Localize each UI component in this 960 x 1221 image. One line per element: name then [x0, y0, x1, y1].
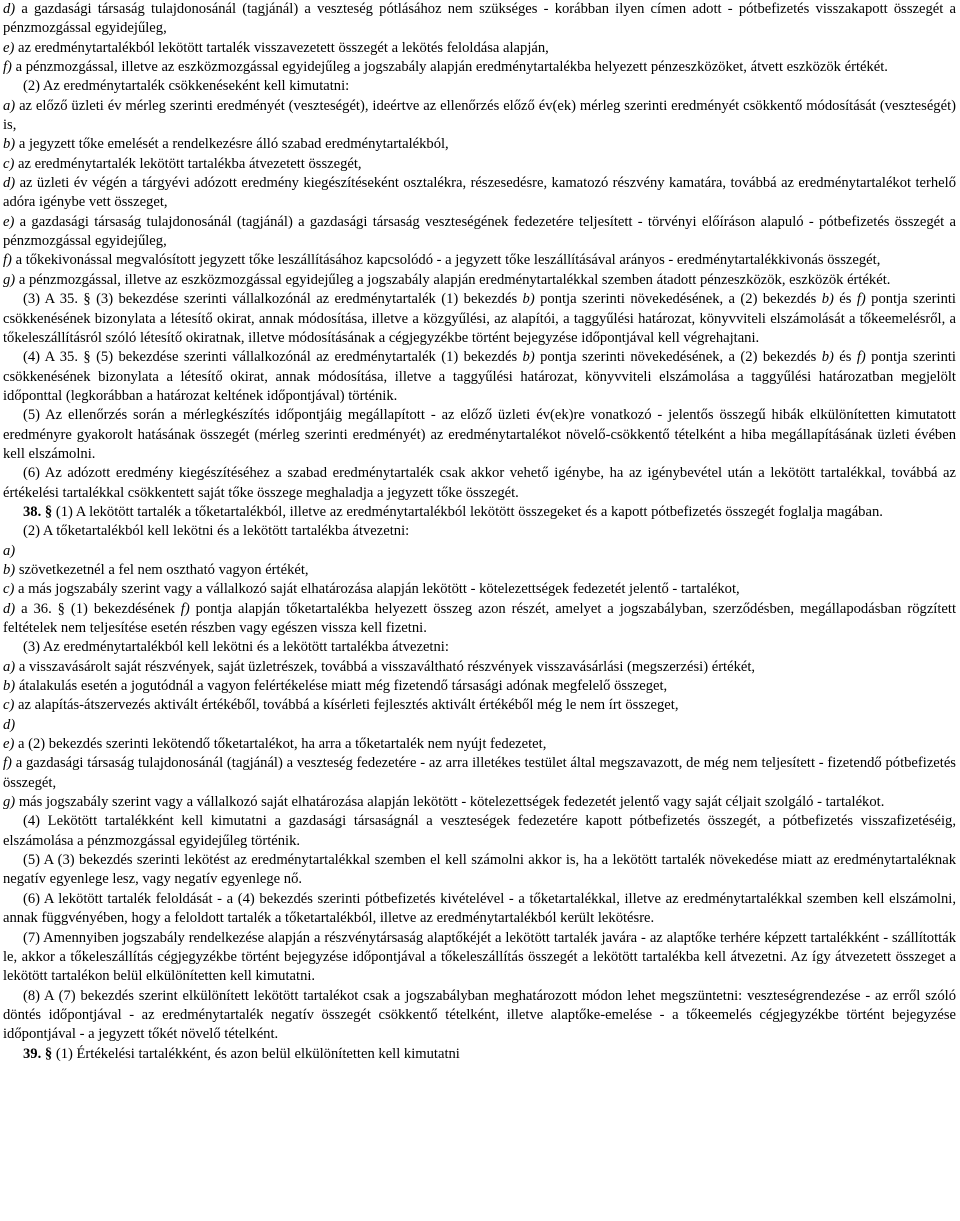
paragraph: [3, 503, 956, 522]
paragraph-text: átalakulás esetén a jogutódnál a vagyon felértékelése miatt még fizetendő társasági adónak megfelelő összeget,: [15, 678, 668, 695]
paragraph-text: pontja alapján tőketartalékba helyezett összeg azon részét, amelyet a jogszabályban, szerződésben, megállapodásban rögzített feltételek nem teljesítése esetén részben vagy egészen vissza kell fizetni.: [3, 600, 956, 636]
point-label: e): [3, 736, 15, 753]
paragraph: [3, 348, 956, 406]
paragraph-text: az előző üzleti év mérleg szerinti eredményét (veszteségét), ideértve az ellenőrzés előző év(ek) mérleg szerinti eredményét csökkentő módosítását (veszteségét) is,: [3, 97, 956, 134]
point-label: b): [522, 291, 535, 308]
paragraph-text: a gazdasági társaság tulajdonosánál (tagjánál) a veszteség fedezetére - az arra illetékes testület által megszavazott, de még nem teljesített - fizetendő pótbefizetés összegét,: [3, 755, 956, 791]
paragraph-text: a gazdasági társaság tulajdonosánál (tagjánál) a veszteség pótlásához nem szükséges - korábban ilyen címen adott - pótbefizetés visszakapott összegét a pénzmozgással egyidejűleg,: [3, 1, 956, 37]
point-label: d): [3, 1, 16, 17]
paragraph-text: a tőkekivonással megvalósított jegyzett tőke leszállításához kapcsolódó - a jegyzett tőke leszállításával arányos - eredménytartalékkivonás összegét,: [11, 252, 881, 269]
paragraph: [3, 987, 956, 1045]
paragraph-text: az üzleti év végén a tárgyévi adózott eredmény kiegészítéseként osztalékra, részesedésre, kamatozó részvény kamatára, továbbá az eredménytartalékot terhelő adóra igénybe vett összeget,: [3, 175, 956, 211]
paragraph-text: a pénzmozgással, illetve az eszközmozgással egyidejűleg a jogszabály alapján eredménytartalékkal szemben átadott pénzeszközök, eszközök értékét.: [15, 271, 891, 288]
paragraph: [3, 542, 956, 561]
paragraph-text: szövetkezetnél a fel nem osztható vagyon értékét,: [15, 561, 309, 578]
point-label: a): [3, 658, 16, 675]
paragraph-text: (4) Lekötött tartalékként kell kimutatni a gazdasági társaságnál a veszteségek fedezetére kapott pótbefizetés összegét, a pótbefizetés visszafizetéséig, elszámolása a pénzmozgással egyidejűleg történik.: [3, 813, 956, 849]
point-label: d): [3, 716, 16, 733]
point-label: f): [180, 600, 190, 617]
point-label: d): [3, 175, 16, 192]
paragraph-text: az eredménytartalék lekötött tartalékba átvezetett összegét,: [14, 155, 362, 172]
paragraph-text: (1) A lekötött tartalék a tőketartalékból, illetve az eredménytartalékból lekötött összegeket és a kapott pótbefizetés összegét foglalja magában.: [52, 503, 883, 520]
paragraph-text: a visszavásárolt saját részvények, saját üzletrészek, továbbá a visszaváltható részvények visszavásárlási (megszerzési) értékét,: [15, 658, 756, 675]
point-label: c): [3, 581, 15, 598]
paragraph-text: (2) Az eredménytartalék csökkenéseként kell kimutatni:: [23, 78, 350, 95]
point-label: b): [522, 349, 535, 366]
point-label: b): [821, 349, 834, 366]
paragraph-text: és: [833, 349, 857, 366]
paragraph: [3, 658, 956, 677]
point-label: f): [856, 349, 866, 366]
paragraph: [3, 600, 956, 639]
point-label: f): [3, 59, 12, 76]
paragraph: [3, 271, 956, 290]
point-label: f): [3, 755, 12, 772]
paragraph-text: (6) A lekötött tartalék feloldását - a (4) bekezdés szerinti pótbefizetés kivételével - a tőketartalékkal, illetve az eredménytartalékkal szemben kell elszámolni, annak függvényében, hogy a feloldott tartalék a tőketartalékból, illetve az eredménytartalékból került lekötésre.: [3, 890, 956, 927]
paragraph: [3, 851, 956, 890]
paragraph: [3, 561, 956, 580]
paragraph-text: pontja szerinti csökkenésének bizonylata a létesítő okirat, annak módosítása, illetve a közgyűlési, az alapítói, a taggyűlési határozat, könyvviteli elszámolását a tőkeemelésről, a tőkeleszállításról szóló létesítő okiratnak, illetve módosításának a cégjegyzékbe történt bejegyzése időpontjával kell végrehajtani.: [3, 291, 956, 346]
point-label: g): [3, 794, 16, 811]
paragraph-text: (3) A 35. § (3) bekezdése szerinti vállalkozónál az eredménytartalék (1) bekezdés: [23, 291, 523, 308]
paragraph: [3, 716, 956, 735]
paragraph: [3, 0, 956, 39]
document-body: [3, 0, 956, 1064]
point-label: e): [3, 39, 15, 56]
paragraph: [3, 522, 956, 541]
paragraph-text: pontja szerinti növekedésének, a (2) bekezdés: [534, 291, 822, 308]
point-label: a): [3, 542, 16, 559]
paragraph: [3, 251, 956, 270]
paragraph-text: a 36. § (1) bekezdésének: [15, 600, 181, 617]
paragraph: [3, 135, 956, 154]
paragraph: [3, 890, 956, 929]
paragraph-text: a (2) bekezdés szerinti lekötendő tőketartalékot, ha arra a tőketartalék nem nyújt fedezetet,: [14, 736, 547, 753]
point-label: f): [856, 291, 866, 308]
paragraph: [3, 406, 956, 464]
point-label: b): [821, 291, 834, 308]
point-label: e): [3, 213, 15, 230]
paragraph-text: az alapítás-átszervezés aktivált értékéből, továbbá a kísérleti fejlesztés aktivált értékéből még le nem írt összeget,: [14, 697, 679, 714]
point-label: b): [3, 136, 16, 153]
paragraph: [3, 174, 956, 213]
paragraph: [3, 812, 956, 851]
paragraph-text: (2) A tőketartalékból kell lekötni és a lekötött tartalékba átvezetni:: [23, 523, 410, 540]
paragraph-text: a más jogszabály szerint vagy a vállalkozó saját elhatározása alapján lekötött - kötelezettségek fedezetét jelentő - tartalékot,: [14, 581, 740, 598]
paragraph: [3, 58, 956, 77]
paragraph-text: (1) Értékelési tartalékként, és azon belül elkülönítetten kell kimutatni: [52, 1045, 460, 1062]
paragraph: [3, 735, 956, 754]
section-number: 39. §: [23, 1045, 53, 1062]
paragraph-text: más jogszabály szerint vagy a vállalkozó saját elhatározása alapján lekötött - kötelezettségek fedezetét jelentő vagy saját céljait szolgáló - tartalékot.: [15, 794, 885, 811]
point-label: d): [3, 600, 16, 617]
paragraph: [3, 97, 956, 136]
point-label: b): [3, 561, 16, 578]
paragraph-text: (8) A (7) bekezdés szerint elkülönített lekötött tartalékot csak a jogszabályban meghatározott módon lehet megszüntetni: veszteségrendezése - az erről szóló döntés időpontjával - az eredménytartalék negatív összegét csökkentő tételként, illetve alaptőke-emelése - a tőkeemelés cégjegyzékbe történt bejegyzése időpontjával - a jegyzett tőkét növelő tételként.: [3, 987, 956, 1043]
paragraph-text: a pénzmozgással, illetve az eszközmozgással egyidejűleg a jogszabály alapján eredménytartalékba helyezett pénzeszközöket, átvett eszközök értékét.: [11, 59, 888, 76]
point-label: f): [3, 252, 12, 269]
paragraph-text: a jegyzett tőke emelését a rendelkezésre álló szabad eredménytartalékból,: [15, 136, 449, 153]
point-label: g): [3, 271, 16, 288]
paragraph: [3, 638, 956, 657]
paragraph-text: pontja szerinti növekedésének, a (2) bekezdés: [534, 349, 822, 366]
paragraph-text: (5) Az ellenőrzés során a mérlegkészítés időpontjáig megállapított - az előző üzleti év(ek)re vonatkozó - jelentős összegű hibák elkülönítetten kimutatott eredményre gyakorolt hatásának összegét (mérleg szerinti eredményét) az eredménytartalékot növelő-csökkentő tételként a hiba megállapításának üzleti évében kell elszámolni.: [3, 407, 956, 462]
paragraph: [3, 39, 956, 58]
paragraph-text: pontja szerinti csökkenésének bizonylata a létesítő okirat, annak módosítása, illetve a taggyűlési határozat, könyvviteli elszámolása a taggyűlési határozatban megjelölt időponttal (legkorábban a határozat keltének időpontjával) történik.: [3, 349, 956, 404]
paragraph-text: (7) Amennyiben jogszabály rendelkezése alapján a részvénytársaság alaptőkéjét a lekötött tartalék javára - az alaptőke terhére képzett tartalékként - szállították le, akkor a tőkeleszállítás cégjegyzékbe történt bejegyzése időpontjával a tőkeleszállítás összegét a lekötött tartalékba kell átvezetni. Az így átvezetett összeget a lekötött tartalékon belül elkülönítetten kell kimutatni.: [3, 929, 956, 985]
paragraph-text: az eredménytartalékból lekötött tartalék visszavezetett összegét a lekötés feloldása alapján,: [14, 39, 549, 56]
point-label: a): [3, 97, 16, 114]
paragraph: [3, 155, 956, 174]
section-number: 38. §: [23, 503, 53, 520]
paragraph-text: (5) A (3) bekezdés szerinti lekötést az eredménytartalékkal szemben el kell számolni akkor is, ha a lekötött tartalék növekedése miatt az eredménytartaléknak negatív egyenlege lesz, vagy negatív egyenlege nő.: [3, 852, 956, 888]
paragraph-text: (6) Az adózott eredmény kiegészítéséhez a szabad eredménytartalék csak akkor vehető igénybe, ha az igénybevétel után a lekötött tartalékkal, továbbá az értékelési tartalékkal csökkentett saját tőke összege meghaladja a jegyzett tőke összegét.: [3, 465, 956, 501]
paragraph: [3, 464, 956, 503]
paragraph: [3, 754, 956, 793]
paragraph-text: és: [833, 291, 857, 308]
paragraph: [3, 793, 956, 812]
point-label: b): [3, 678, 16, 695]
paragraph: [3, 1045, 956, 1064]
paragraph-text: (4) A 35. § (5) bekezdése szerinti vállalkozónál az eredménytartalék (1) bekezdés: [23, 349, 523, 366]
paragraph: [3, 580, 956, 599]
paragraph: [3, 77, 956, 96]
paragraph: [3, 929, 956, 987]
paragraph: [3, 677, 956, 696]
point-label: c): [3, 155, 15, 172]
point-label: c): [3, 697, 15, 714]
paragraph: [3, 290, 956, 348]
paragraph-text: a gazdasági társaság tulajdonosánál (tagjánál) a gazdasági társaság veszteségének fedezetére teljesített - törvényi előíráson alapuló - pótbefizetés összegét a pénzmozgással egyidejűleg,: [3, 213, 956, 250]
paragraph: [3, 696, 956, 715]
paragraph-text: (3) Az eredménytartalékból kell lekötni és a lekötött tartalékba átvezetni:: [23, 639, 449, 656]
paragraph: [3, 213, 956, 252]
